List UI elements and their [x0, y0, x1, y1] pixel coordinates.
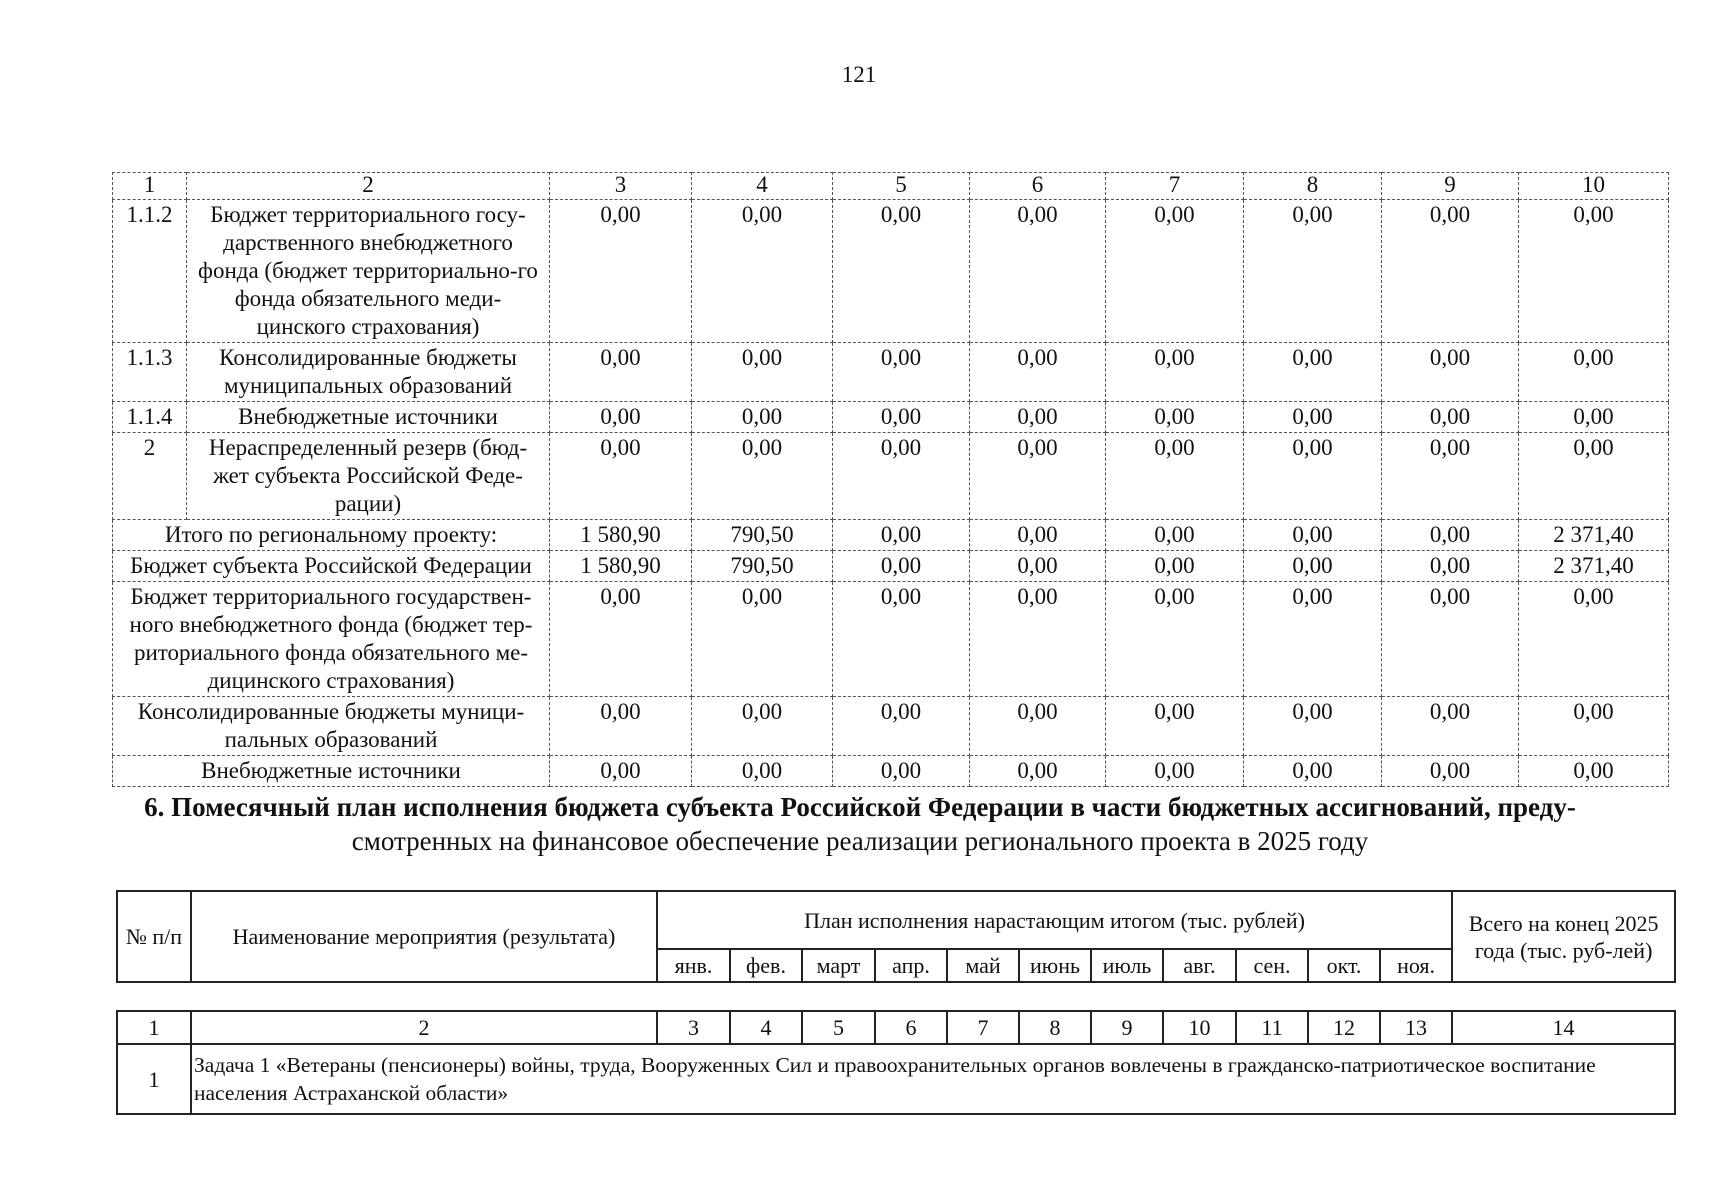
monthly-plan-body-table [116, 1010, 1676, 1115]
cell-value: 0,00 [1382, 200, 1519, 343]
cell-value: 0,00 [1382, 756, 1519, 787]
cell-value: 0,00 [970, 402, 1106, 433]
cell-value: 0,00 [692, 756, 833, 787]
cell-value: 0,00 [833, 520, 970, 551]
cell-value: 0,00 [692, 697, 833, 756]
column-number: 2 [191, 1011, 657, 1044]
column-number: 10 [1519, 173, 1669, 200]
cell-value: 0,00 [970, 343, 1106, 402]
cell-value: 0,00 [970, 582, 1106, 697]
row-number: 1.1.4 [113, 402, 187, 433]
column-number: 1 [117, 1011, 191, 1044]
cell-value: 0,00 [833, 697, 970, 756]
cell-value: 0,00 [550, 756, 692, 787]
row-number: 1.1.2 [113, 200, 187, 343]
cell-value: 0,00 [550, 200, 692, 343]
cell-value: 0,00 [1382, 582, 1519, 697]
header-row [117, 891, 1675, 949]
cell-value: 0,00 [692, 433, 833, 520]
cell-value: 0,00 [833, 200, 970, 343]
cell-value: 0,00 [833, 343, 970, 402]
cell-value: 0,00 [1382, 520, 1519, 551]
task-description: Задача 1 «Ветераны (пенсионеры) войны, труда, Вооруженных Сил и правоохранительных органов вовлечены в гражданско-патриотическое воспитание населения Астраханской области» [191, 1044, 1675, 1114]
cell-value: 0,00 [1244, 697, 1382, 756]
column-number: 8 [1019, 1011, 1091, 1044]
column-number: 6 [970, 173, 1106, 200]
table-row [113, 200, 1669, 343]
month-header: май [947, 949, 1019, 982]
cell-value: 0,00 [1244, 582, 1382, 697]
cell-value: 0,00 [1519, 200, 1669, 343]
column-number: 2 [187, 173, 550, 200]
row-name: Внебюджетные источники [187, 402, 550, 433]
column-number: 6 [875, 1011, 947, 1044]
budget-sources-table [112, 172, 1669, 787]
month-header: сен. [1236, 949, 1308, 982]
table-row [113, 343, 1669, 402]
page-number: 121 [841, 62, 877, 87]
monthly-plan-header-table [116, 890, 1676, 983]
column-number: 5 [833, 173, 970, 200]
month-header: фев. [730, 949, 802, 982]
cell-value: 0,00 [550, 582, 692, 697]
summary-row-name: Внебюджетные источники [113, 756, 550, 787]
section-heading-line1: 6. Помесячный план исполнения бюджета субъекта Российской Федерации в части бюджетных ассигнований, преду- [144, 792, 1576, 822]
cell-value: 0,00 [692, 402, 833, 433]
cell-value: 2 371,40 [1519, 551, 1669, 582]
cell-value: 0,00 [550, 433, 692, 520]
column-number: 5 [802, 1011, 875, 1044]
column-number: 11 [1236, 1011, 1308, 1044]
cell-value: 0,00 [692, 582, 833, 697]
cell-value: 0,00 [1382, 551, 1519, 582]
cell-value: 0,00 [1244, 756, 1382, 787]
row-name: Консолидированные бюджеты муниципальных образований [187, 343, 550, 402]
column-number: 4 [730, 1011, 802, 1044]
row-number: 2 [113, 433, 187, 520]
cell-value: 0,00 [1244, 343, 1382, 402]
cell-value: 0,00 [833, 433, 970, 520]
column-number: 12 [1308, 1011, 1380, 1044]
column-number: 14 [1452, 1011, 1675, 1044]
column-number: 9 [1091, 1011, 1163, 1044]
task-row [117, 1044, 1675, 1114]
column-number: 13 [1380, 1011, 1452, 1044]
table-row [113, 433, 1669, 520]
summary-row-name: Бюджет территориального государствен-ного внебюджетного фонда (бюджет тер-риториального фонда обязательного ме-дицинского страхования) [113, 582, 550, 697]
cell-value: 0,00 [1244, 520, 1382, 551]
cell-value: 0,00 [1106, 433, 1244, 520]
column-number: 7 [1106, 173, 1244, 200]
month-header: ноя. [1380, 949, 1452, 982]
cell-value: 790,50 [692, 520, 833, 551]
cell-value: 0,00 [1106, 402, 1244, 433]
cell-value: 0,00 [970, 551, 1106, 582]
cell-value: 0,00 [1106, 200, 1244, 343]
cell-value: 2 371,40 [1519, 520, 1669, 551]
cell-value: 0,00 [692, 200, 833, 343]
month-header: авг. [1163, 949, 1236, 982]
cell-value: 0,00 [1106, 582, 1244, 697]
cell-value: 1 580,90 [550, 551, 692, 582]
summary-row-name: Итого по региональному проекту: [113, 520, 550, 551]
summary-row [113, 697, 1669, 756]
column-number: 9 [1382, 173, 1519, 200]
month-header: июнь [1019, 949, 1091, 982]
summary-row-name: Консолидированные бюджеты муници-пальных образований [113, 697, 550, 756]
total-header: Всего на конец 2025 года (тыс. руб-лей) [1452, 891, 1675, 982]
cell-value: 790,50 [692, 551, 833, 582]
cell-value: 0,00 [550, 402, 692, 433]
cell-value: 0,00 [1244, 433, 1382, 520]
column-number: 10 [1163, 1011, 1236, 1044]
summary-row [113, 520, 1669, 551]
column-number: 1 [113, 173, 187, 200]
cell-value: 0,00 [1106, 520, 1244, 551]
cell-value: 0,00 [1382, 697, 1519, 756]
cell-value: 0,00 [833, 582, 970, 697]
column-number: 3 [657, 1011, 730, 1044]
row-number: 1.1.3 [113, 343, 187, 402]
column-number-row [117, 1011, 1675, 1044]
cell-value: 0,00 [833, 402, 970, 433]
cell-value: 0,00 [970, 200, 1106, 343]
section-heading-line2: смотренных на финансовое обеспечение реализации регионального проекта в 2025 году [351, 826, 1369, 856]
summary-row [113, 582, 1669, 697]
cell-value: 0,00 [1382, 402, 1519, 433]
summary-row [113, 756, 1669, 787]
cell-value: 0,00 [1519, 756, 1669, 787]
section-heading [130, 790, 1590, 858]
row-name: Нераспределенный резерв (бюд-жет субъекта Российской Феде-рации) [187, 433, 550, 520]
month-header: янв. [657, 949, 730, 982]
cell-value: 0,00 [1106, 551, 1244, 582]
cell-value: 0,00 [550, 343, 692, 402]
column-number: 3 [550, 173, 692, 200]
name-header: Наименование мероприятия (результата) [191, 891, 657, 982]
cell-value: 0,00 [970, 433, 1106, 520]
cell-value: 0,00 [1244, 200, 1382, 343]
column-number: 7 [947, 1011, 1019, 1044]
number-header: № п/п [117, 891, 191, 982]
cell-value: 0,00 [1519, 343, 1669, 402]
plan-header: План исполнения нарастающим итогом (тыс. рублей) [657, 891, 1452, 949]
cell-value: 0,00 [833, 756, 970, 787]
month-header: окт. [1308, 949, 1380, 982]
cell-value: 0,00 [1244, 551, 1382, 582]
cell-value: 0,00 [1244, 402, 1382, 433]
cell-value: 0,00 [1519, 697, 1669, 756]
cell-value: 0,00 [1519, 582, 1669, 697]
column-number: 4 [692, 173, 833, 200]
cell-value: 0,00 [970, 756, 1106, 787]
cell-value: 0,00 [1519, 433, 1669, 520]
cell-value: 0,00 [1382, 343, 1519, 402]
cell-value: 0,00 [692, 343, 833, 402]
cell-value: 0,00 [1106, 756, 1244, 787]
month-header: июль [1091, 949, 1163, 982]
cell-value: 0,00 [833, 551, 970, 582]
row-name: Бюджет территориального госу-дарственного внебюджетного фонда (бюджет территориально-го фонда обязательного меди-цинского страхования) [187, 200, 550, 343]
cell-value: 0,00 [1106, 343, 1244, 402]
cell-value: 0,00 [1519, 402, 1669, 433]
cell-value: 0,00 [970, 520, 1106, 551]
cell-value: 1 580,90 [550, 520, 692, 551]
summary-row-name: Бюджет субъекта Российской Федерации [113, 551, 550, 582]
month-header: март [802, 949, 875, 982]
cell-value: 0,00 [1106, 697, 1244, 756]
month-header: апр. [875, 949, 947, 982]
column-number-row [113, 173, 1669, 200]
cell-value: 0,00 [1382, 433, 1519, 520]
cell-value: 0,00 [550, 697, 692, 756]
table-row [113, 402, 1669, 433]
cell-value: 0,00 [970, 697, 1106, 756]
column-number: 8 [1244, 173, 1382, 200]
task-number: 1 [117, 1044, 191, 1114]
summary-row [113, 551, 1669, 582]
